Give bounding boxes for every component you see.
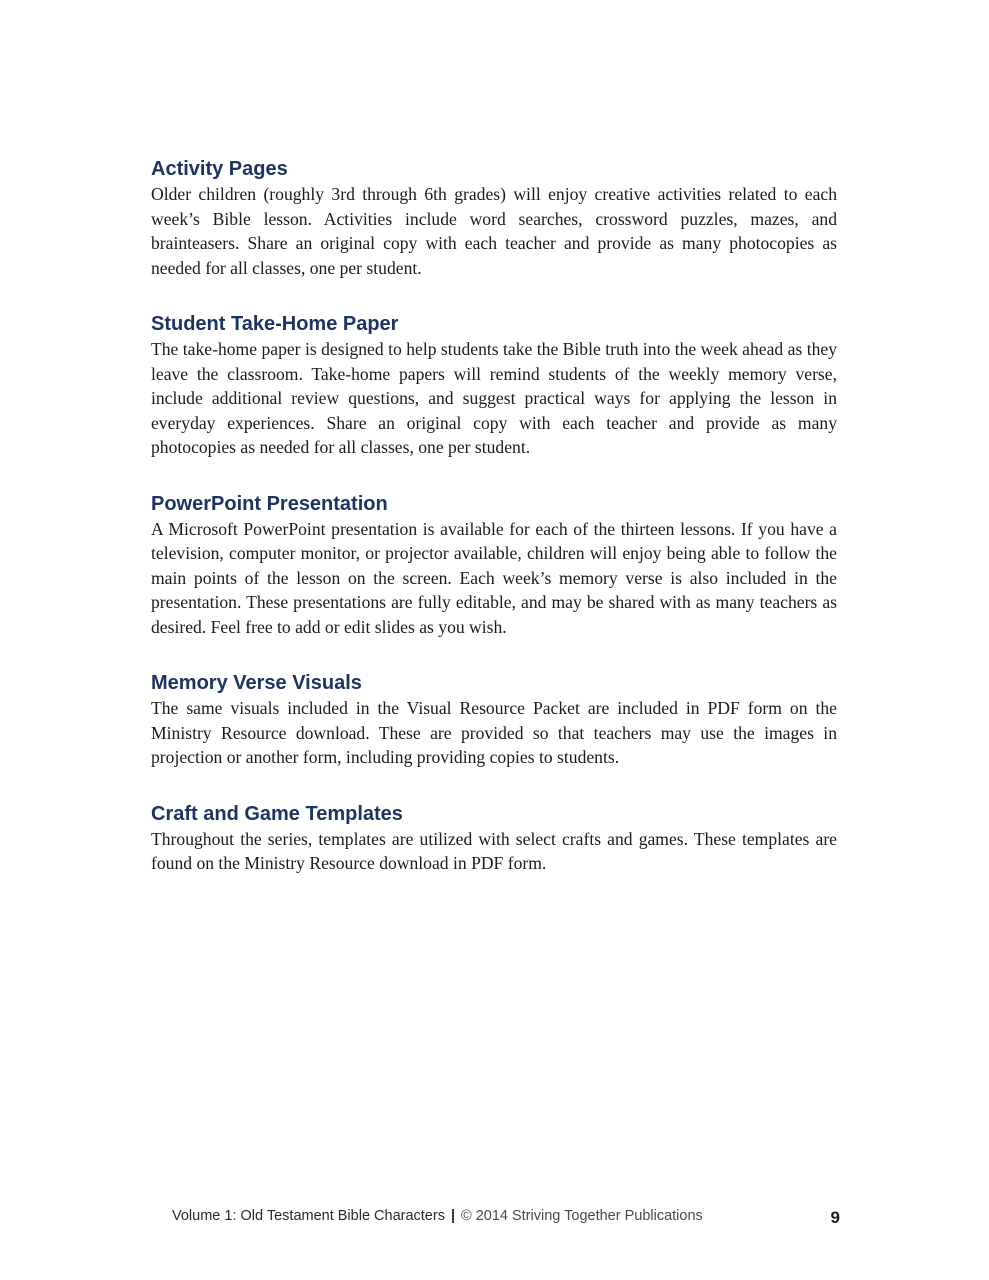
section-activity-pages [151, 156, 837, 280]
section-body: A Microsoft PowerPoint presentation is available for each of the thirteen lessons. If you have a television, computer monitor, or projector available, children will enjoy being able to follow the main points of the lesson on the screen. Each week’s memory verse is also included in the presentation. These presentations are fully editable, and may be shared with as many teachers as desired. Feel free to add or edit slides as you wish. [151, 518, 837, 637]
page-footer [172, 1208, 840, 1227]
page-content [151, 156, 837, 907]
footer-copyright: © 2014 Striving Together Publications [461, 1208, 703, 1224]
section-body: The take-home paper is designed to help students take the Bible truth into the week ahead as they leave the classroom. Take-home papers will remind students of the weekly memory verse, include additional review questions, and suggest practical ways for applying the lesson in everyday experiences. Share an original copy with each teacher and provide as many photocopies as needed for all classes, one per student. [151, 339, 837, 457]
section-heading: Student Take-Home Paper [151, 313, 399, 335]
section-body: Older children (roughly 3rd through 6th grades) will enjoy creative activities related to each week’s Bible lesson. Activities include word searches, crossword puzzles, mazes, and brainteasers. Share an original copy with each teacher and provide as many photocopies as needed for all classes, one per student. [151, 184, 837, 278]
footer-volume-title: Volume 1: Old Testament Bible Characters [172, 1208, 445, 1224]
section-body: The same visuals included in the Visual Resource Packet are included in PDF form on the Ministry Resource download. These are provided so that teachers may use the images in projection or another form, including providing copies to students. [151, 698, 837, 767]
section-heading: PowerPoint Presentation [151, 492, 388, 515]
section-heading: Craft and Game Templates [151, 802, 403, 825]
section-student-take-home-paper [151, 311, 837, 460]
section-craft-and-game-templates [151, 801, 837, 876]
section-memory-verse-visuals [151, 670, 837, 770]
section-heading: Memory Verse Visuals [151, 672, 362, 694]
page-number: 9 [830, 1208, 840, 1227]
section-body: Throughout the series, templates are utilized with select crafts and games. These templates are found on the Ministry Resource download in PDF form. [151, 828, 837, 873]
section-powerpoint-presentation [151, 491, 837, 640]
section-heading: Activity Pages [151, 158, 288, 180]
footer-separator: | [450, 1208, 456, 1224]
